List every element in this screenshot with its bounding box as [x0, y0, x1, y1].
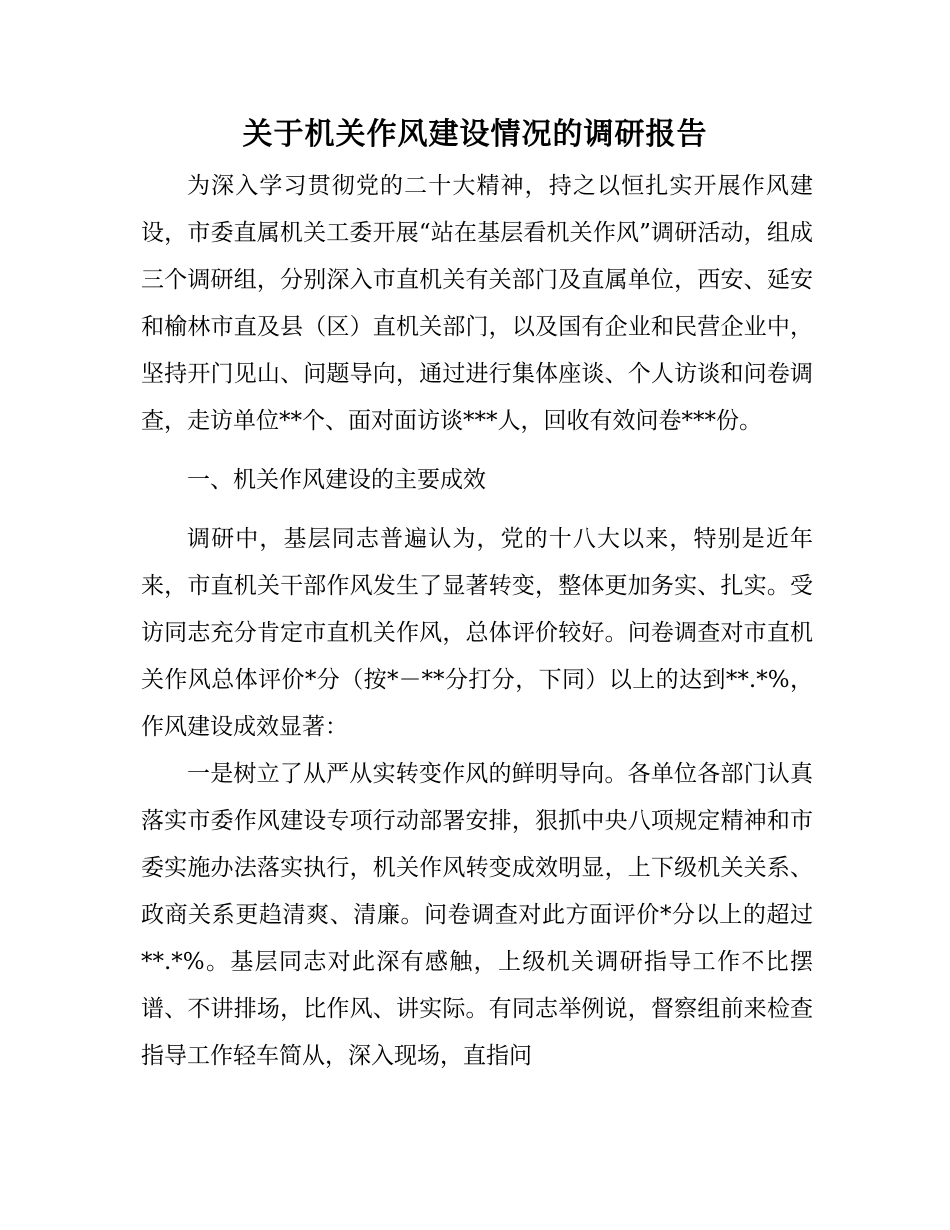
section-heading-1: 一、机关作风建设的主要成效	[187, 467, 486, 493]
paragraph-achievements-overview: 调研中，基层同志普遍认为，党的十八大以来，特别是近年来，市直机关干部作风发生了显著转变，整体更加务实、扎实。受访同志充分肯定市直机关作风，总体评价较好。问卷调查对市直机关作风总体评价*分（按*－**分打分，下同）以上的达到**.*%，作风建设成效显著：	[141, 526, 813, 740]
paragraph-intro: 为深入学习贯彻党的二十大精神，持之以恒扎实开展作风建设，市委直属机关工委开展“站在基层看机关作风”调研活动，组成三个调研组，分别深入市直机关有关部门及直属单位，西安、延安和榆林市直及县（区）直机关部门，以及国有企业和民营企业中，坚持开门见山、问题导向，通过进行集体座谈、个人访谈和问卷调查，走访单位**个、面对面访谈***人，回收有效问卷***份。	[141, 173, 813, 434]
paragraph-achievement-one: 一是树立了从严从实转变作风的鲜明导向。各单位各部门认真落实市委作风建设专项行动部署安排，狠抓中央八项规定精神和市委实施办法落实执行，机关作风转变成效明显，上下级机关关系、政商关系更趋清爽、清廉。问卷调查对此方面评价*分以上的超过**.*%。基层同志对此深有感触，上级机关调研指导工作不比摆谱、不讲排场，比作风、讲实际。有同志举例说，督察组前来检查指导工作轻车简从，深入现场，直指问	[141, 761, 813, 1069]
document-body	[141, 163, 813, 1080]
document-title: 关于机关作风建设情况的调研报告	[242, 117, 708, 152]
